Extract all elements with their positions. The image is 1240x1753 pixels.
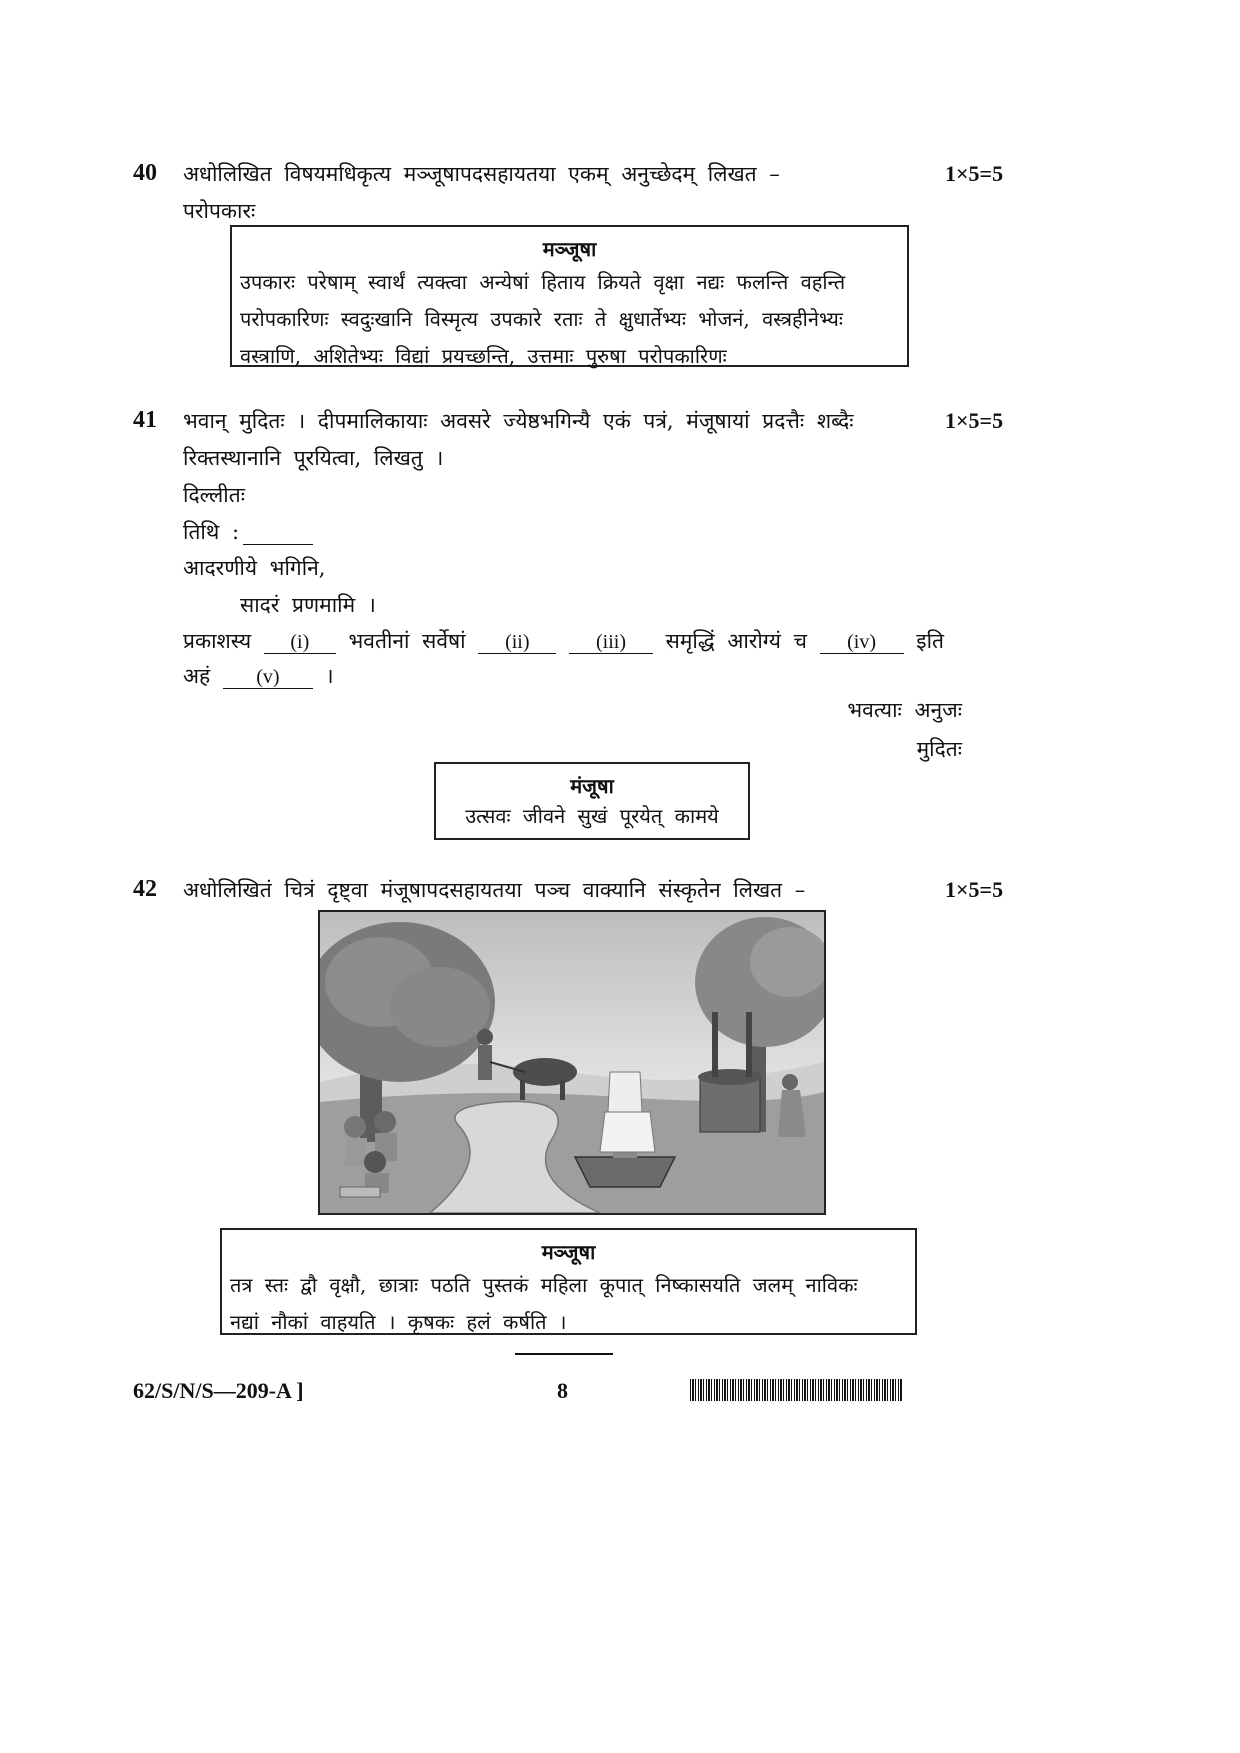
- word-box-line: उत्सवः जीवने सुखं पूरयेत् कामये: [465, 804, 719, 828]
- question-41-instruction-line2: रिक्तस्थानानि पूरयित्वा, लिखतु ।: [183, 446, 444, 470]
- letter-word: प्रकाशस्य: [183, 629, 252, 653]
- question-41-marks: 1×5=5: [945, 408, 1004, 433]
- word-box-title: मञ्जूषा: [541, 1240, 596, 1264]
- letter-greeting: सादरं प्रणमामि ।: [240, 593, 376, 617]
- letter-word: ।: [325, 664, 334, 688]
- question-42-marks: 1×5=5: [945, 877, 1004, 902]
- letter-salutation: आदरणीये भगिनि,: [183, 556, 326, 580]
- letter-closing-line1: भवत्याः अनुजः: [847, 698, 962, 722]
- question-42-word-box: [220, 1228, 917, 1335]
- date-blank[interactable]: [243, 522, 313, 545]
- word-box-line: परोपकारिणः स्वदुःखानि विस्मृत्य उपकारे रताः ते क्षुधार्तेभ्यः भोजनं, वस्त्रहीनेभ्यः: [240, 307, 843, 331]
- word-box-title: मंजूषा: [570, 774, 614, 798]
- word-box-line: वस्त्राणि, अशितेभ्यः विद्यां प्रयच्छन्ति, उत्तमाः पुरुषा परोपकारिणः: [240, 344, 727, 368]
- blank-ii[interactable]: (ii): [478, 631, 556, 654]
- blank-i[interactable]: (i): [264, 631, 336, 654]
- question-40-instruction: अधोलिखित विषयमधिकृत्य मञ्जूषापदसहायतया एकम् अनुच्छेदम् लिखत –: [183, 162, 780, 186]
- question-40-topic: परोपकारः: [183, 199, 256, 223]
- blank-v[interactable]: (v): [223, 666, 313, 689]
- letter-word: समृद्धिं आरोग्यं च: [665, 629, 807, 653]
- barcode: [690, 1379, 902, 1401]
- word-box-line: उपकारः परेषाम् स्वार्थं त्यक्त्वा अन्येषां हिताय क्रियते वृक्षा नद्यः फलन्ति वहन्ति: [240, 270, 846, 294]
- village-scene-image: [320, 912, 824, 1213]
- letter-word: भवतीनां सर्वेषां: [348, 629, 466, 653]
- question-40-word-box: [230, 225, 909, 367]
- end-divider: [515, 1353, 613, 1355]
- word-box-line: नद्यां नौकां वाहयति । कृषकः हलं कर्षति ।: [230, 1310, 567, 1334]
- question-40-marks: 1×5=5: [945, 161, 1004, 186]
- blank-iv[interactable]: (iv): [820, 631, 904, 654]
- word-box-title: मञ्जूषा: [542, 237, 597, 261]
- letter-date: [183, 518, 313, 546]
- letter-body-line1: [183, 627, 944, 655]
- blank-iii[interactable]: (iii): [569, 631, 653, 654]
- question-41-number: 41: [133, 407, 157, 433]
- question-42-number: 42: [133, 876, 157, 902]
- letter-closing-line2: मुदितः: [916, 737, 962, 761]
- paper-code: 62/S/N/S—209-A ]: [133, 1378, 304, 1403]
- letter-word: अहं: [183, 664, 211, 688]
- question-40-number: 40: [133, 160, 157, 186]
- page-number: 8: [557, 1378, 568, 1403]
- letter-word: इति: [916, 629, 945, 653]
- letter-place: दिल्लीतः: [183, 483, 245, 507]
- question-41-instruction-line1: भवान् मुदितः । दीपमालिकायाः अवसरे ज्येष्ठभगिन्यै एकं पत्रं, मंजूषायां प्रदत्तैः शब्दैः: [183, 409, 854, 433]
- question-41-word-box: [434, 762, 750, 840]
- word-box-line: तत्र स्तः द्वौ वृक्षौ, छात्राः पठति पुस्तकं महिला कूपात् निष्कासयति जलम् नाविकः: [230, 1273, 858, 1297]
- letter-date-label: तिथि :: [183, 520, 240, 544]
- question-42-instruction: अधोलिखितं चित्रं दृष्ट्वा मंजूषापदसहायतया पञ्च वाक्यानि संस्कृतेन लिखत –: [183, 878, 806, 902]
- letter-body-line2: [183, 662, 334, 690]
- scene-illustration: [318, 910, 826, 1215]
